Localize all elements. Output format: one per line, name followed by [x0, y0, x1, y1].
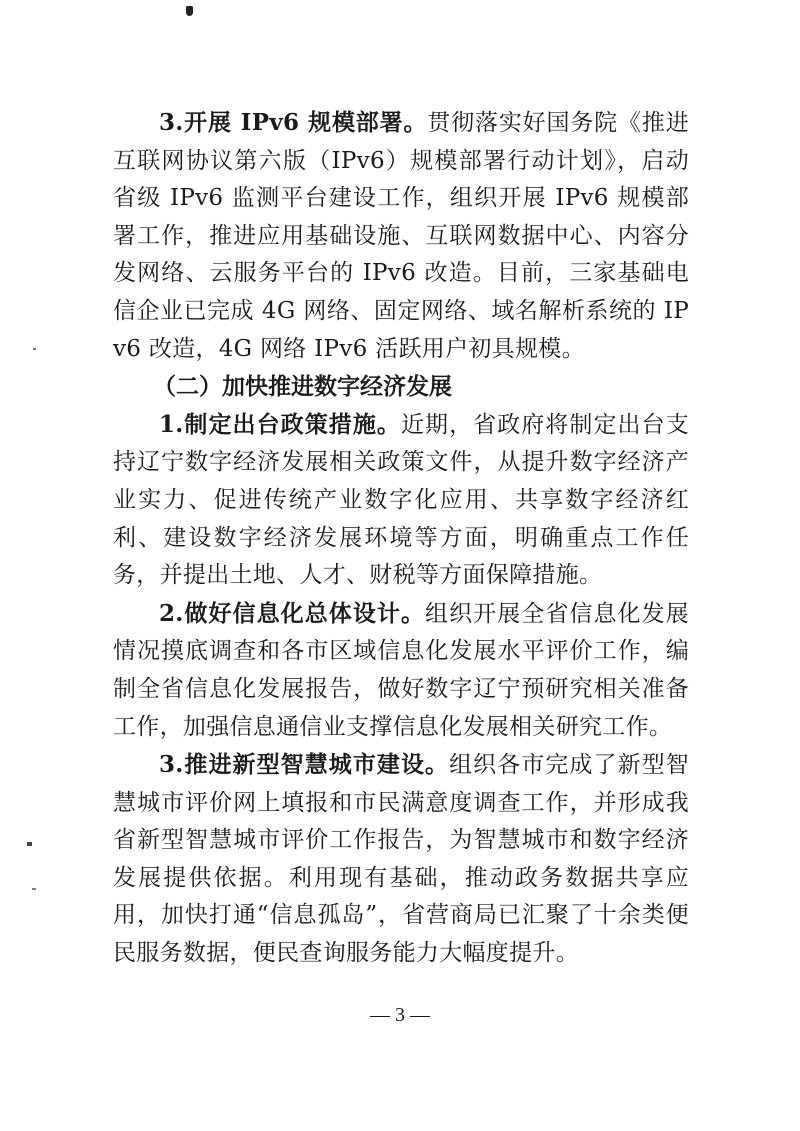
paragraph-smart-city — [113, 746, 689, 973]
paragraph-lead: 3.开展 IPv6 规模部署。 — [159, 109, 428, 136]
scan-mark-left-2 — [27, 842, 32, 846]
paragraph-lead: 1.制定出台政策措施。 — [159, 410, 401, 438]
paragraph-body: 组织各市完成了新型智慧城市评价网上填报和市民满意度调查工作，并形成我省新型智慧城市评价工作报告，为智慧城市和数字经济发展提供依据。利用现有基础，推动政务数据共享应用，加快打通“信息孤岛”，省营商局已汇聚了十余类便民服务数据，便民查询服务能力大幅度提升。 — [113, 752, 689, 967]
paragraph-lead: 3.推进新型智慧城市建设。 — [159, 751, 450, 779]
page-number: — 3 — — [370, 1004, 430, 1026]
paragraph-body: 贯彻落实好国务院《推进互联网协议第六版（IPv6）规模部署行动计划》，启动省级 IPv6 监测平台建设工作，组织开展 IPv6 规模部署工作，推进应用基础设施、互联网数据中心、内容分发网络、云服务平台的 IPv6 改造。目前，三家基础电信企业已完成 4G 网络、固定网络、域名解析系统的 IPv6 改造，4G 网络 IPv6 活跃用户初具规模。 — [113, 110, 689, 362]
document-body — [113, 104, 689, 973]
scan-mark-left-3 — [32, 888, 36, 890]
scan-mark-left-1 — [33, 348, 36, 350]
paragraph-body: 近期，省政府将制定出台支持辽宁数字经济发展相关政策文件，从提升数字经济产业实力、促进传统产业数字化应用、共享数字经济红利、建设数字经济发展环境等方面，明确重点工作任务，并提出土地、人才、财税等方面保障措施。 — [113, 411, 689, 589]
scan-mark-top — [186, 6, 193, 16]
paragraph-lead: 2.做好信息化总体设计。 — [159, 599, 426, 627]
paragraph-body: 组织开展全省信息化发展情况摸底调查和各市区域信息化发展水平评价工作，编制全省信息化发展报告，做好数字辽宁预研究相关准备工作，加强信息通信业支撑信息化发展相关研究工作。 — [113, 600, 689, 740]
paragraph-policy — [113, 406, 689, 595]
paragraph-informatization — [113, 595, 689, 746]
paragraph-ipv6 — [113, 104, 689, 368]
section-heading: （二）加快推进数字经济发展 — [153, 373, 452, 401]
